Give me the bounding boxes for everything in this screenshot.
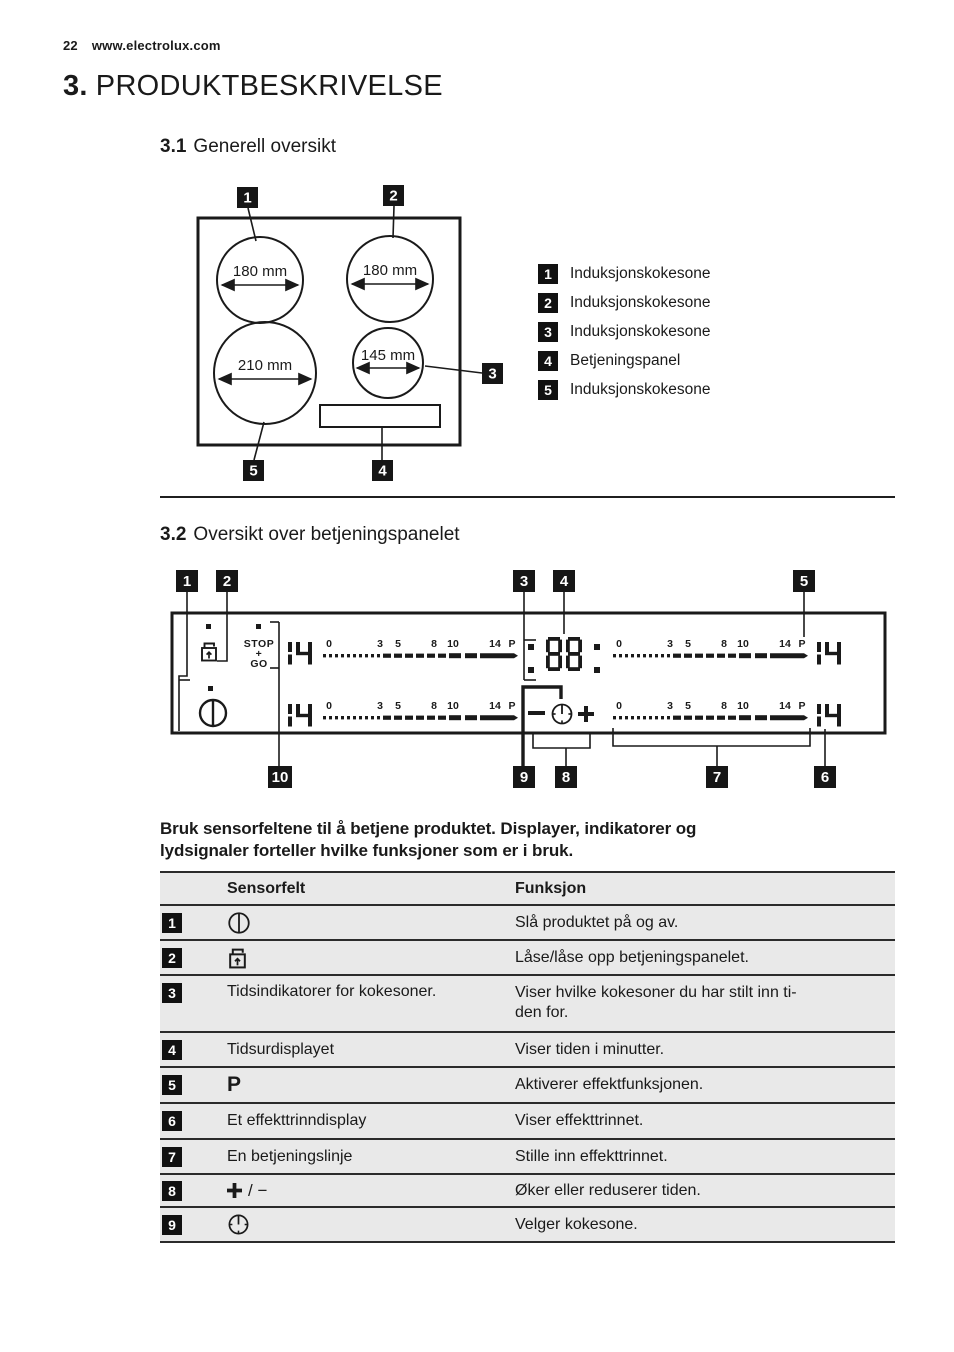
timer-clock-icon: [553, 705, 572, 724]
svg-text:3: 3: [488, 365, 497, 383]
site-url: www.electrolux.com: [91, 38, 221, 53]
row-sensor-4: Tidsurdisplayet: [227, 1040, 335, 1058]
timer-clock-icon: [227, 1213, 250, 1236]
table-row-3: [160, 974, 895, 1031]
callout-1: [176, 570, 198, 592]
svg-text:STOP: STOP: [243, 638, 275, 650]
row-badge-2: 2: [162, 948, 182, 968]
legend-badge-2: 2: [538, 293, 558, 313]
svg-text:1: 1: [182, 573, 192, 590]
row-func-5: Aktiverer effektfunksjonen.: [515, 1076, 704, 1093]
callout-1-leader: [248, 208, 256, 241]
zone1-size-label: 180 mm: [232, 263, 288, 280]
row-func-3: [515, 983, 895, 1023]
stop-go-indicator-dot: [256, 624, 261, 629]
legend-badge-5: 5: [538, 380, 558, 400]
cooking-zone-2: [347, 236, 433, 322]
row-badge-7: 7: [162, 1147, 182, 1167]
table-row-4: [160, 1031, 895, 1066]
lock-icon: [202, 644, 216, 661]
section-3-1-number: 3.1: [160, 136, 187, 157]
table-row-7: [160, 1138, 895, 1173]
callout-2: [216, 570, 238, 592]
timer-display: [546, 637, 582, 671]
section-3-2-heading: [160, 524, 460, 546]
row-badge-5: 5: [162, 1075, 182, 1095]
chapter-number: 3.: [63, 70, 88, 102]
svg-text:1: 1: [243, 189, 252, 207]
svg-text:10: 10: [271, 769, 289, 786]
table-row-1: [160, 904, 895, 939]
lock-icon: [227, 946, 248, 969]
control-panel-figure: [160, 560, 900, 800]
callout-3: [513, 570, 535, 592]
row-badge-1: 1: [162, 913, 182, 933]
svg-text:3: 3: [519, 573, 529, 590]
power-level-display-zone3: [817, 704, 841, 727]
table-row-9: [160, 1206, 895, 1241]
legend-item-5: [538, 380, 710, 400]
callout-5-leader: [254, 422, 264, 460]
legend-item-4: [538, 351, 710, 371]
minus-icon: [528, 711, 545, 715]
callout-1: [237, 187, 258, 208]
section-divider: [160, 496, 895, 498]
legend-label-5: Induksjonskokesone: [570, 381, 711, 398]
hob-outline: [198, 218, 460, 445]
row-badge-9: 9: [162, 1215, 182, 1235]
callout-4: [553, 570, 575, 592]
callout-5: [243, 460, 264, 481]
section-3-1-text: Generell oversikt: [193, 136, 336, 157]
callout-9: [513, 766, 535, 788]
sensor-intro-line1: Bruk sensorfeltene til å betjene produktet. Displayer, indikatorer og: [160, 819, 697, 838]
callout-3: [482, 363, 503, 384]
chapter-text: PRODUKTBESKRIVELSE: [95, 70, 443, 102]
row-badge-3: 3: [162, 983, 182, 1003]
table-row-8: [160, 1173, 895, 1206]
svg-text:5: 5: [799, 573, 809, 590]
hob-overview-figure: [160, 175, 520, 495]
legend-badge-3: 3: [538, 322, 558, 342]
callout-3-leader: [425, 366, 482, 373]
timer-zone-indicator-dot: [594, 667, 600, 673]
lock-indicator-dot: [206, 624, 211, 629]
row-func-3-line2: den for.: [515, 1004, 569, 1021]
page-header: [63, 38, 221, 53]
legend-item-2: [538, 293, 710, 313]
row-badge-4: 4: [162, 1040, 182, 1060]
power-level-display-zone5: [288, 704, 312, 727]
col-header-sensorfelt: Sensorfelt: [227, 879, 306, 897]
timer-zone-indicator-dot: [528, 667, 534, 673]
legend-label-3: Induksjonskokesone: [570, 323, 711, 340]
svg-text:5: 5: [249, 462, 258, 480]
callout-6: [814, 766, 836, 788]
callout-4: [372, 460, 393, 481]
row-func-6: Viser effekttrinnet.: [515, 1112, 644, 1129]
legend-item-1: [538, 264, 710, 284]
power-indicator-dot: [208, 686, 213, 691]
slash-minus-label: / −: [248, 1180, 268, 1200]
row-func-3-line1: Viser hvilke kokesoner du har stilt inn ti-: [515, 984, 797, 1001]
svg-text:+: +: [255, 648, 263, 660]
table-row-2: [160, 939, 895, 974]
table-row-5: [160, 1066, 895, 1102]
callout-2-leader: [217, 592, 227, 661]
timer-zone-indicator-dot: [594, 644, 600, 650]
svg-text:2: 2: [222, 573, 232, 590]
callout-8: [555, 766, 577, 788]
cooking-zone-1: [217, 237, 303, 323]
timer-zone-indicator-dot: [528, 644, 534, 650]
svg-text:4: 4: [559, 573, 569, 590]
power-function-symbol: P: [227, 1073, 243, 1096]
row-badge-8: 8: [162, 1181, 182, 1201]
power-level-display-zone2: [817, 642, 841, 665]
row-func-7: Stille inn effekttrinnet.: [515, 1147, 668, 1165]
zone-legend: [538, 264, 710, 409]
power-icon: [200, 700, 226, 726]
row-sensor-3: Tidsindikatorer for kokesoner.: [227, 983, 437, 1000]
row-func-2: Låse/låse opp betjeningspanelet.: [515, 948, 749, 966]
sensor-intro-line2: lydsignaler forteller hvilke funksjoner som er i bruk.: [160, 840, 574, 860]
zone3-size-label: 145 mm: [360, 347, 416, 364]
section-3-2-text: Oversikt over betjeningspanelet: [193, 524, 460, 545]
legend-label-2: Induksjonskokesone: [570, 294, 711, 311]
callout-10: [268, 766, 292, 788]
svg-text:6: 6: [820, 769, 830, 786]
section-3-1-heading: [160, 136, 336, 158]
row-sensor-6: Et effekttrinndisplay: [227, 1112, 367, 1129]
svg-text:7: 7: [712, 769, 722, 786]
row-badge-6: 6: [162, 1111, 182, 1131]
sensor-intro-text: [160, 818, 696, 861]
zone2-size-label: 180 mm: [362, 262, 418, 279]
callout-2-leader: [393, 206, 394, 238]
row-func-1: Slå produktet på og av.: [515, 913, 679, 931]
svg-text:8: 8: [561, 769, 571, 786]
stop-go-label: [244, 638, 274, 670]
control-bar-zone1: [323, 638, 518, 658]
plus-icon: [227, 1183, 242, 1198]
col-header-funksjon: Funksjon: [515, 879, 587, 897]
plus-icon: [578, 706, 594, 722]
callout-2: [383, 185, 404, 206]
svg-text:GO: GO: [250, 658, 268, 670]
legend-label-4: Betjeningspanel: [570, 352, 681, 369]
callout-5: [793, 570, 815, 592]
callout-7: [706, 766, 728, 788]
control-panel-strip: [320, 405, 440, 427]
callout-9-leader: [523, 687, 561, 766]
table-header-row: [160, 871, 895, 904]
table-row-6: [160, 1102, 895, 1138]
row-func-4: Viser tiden i minutter.: [515, 1040, 665, 1058]
callout-7-leader-bracket: [613, 728, 810, 746]
row-func-9: Velger kokesone.: [515, 1215, 638, 1233]
row-func-8: Øker eller reduserer tiden.: [515, 1181, 701, 1199]
svg-text:9: 9: [519, 769, 529, 786]
control-bar-zone2: [613, 638, 808, 658]
sensor-field-table: [160, 871, 895, 1243]
chapter-title: [63, 70, 443, 103]
row-sensor-7: En betjeningslinje: [227, 1147, 353, 1165]
svg-text:4: 4: [378, 462, 387, 480]
control-bar-zone5: [323, 700, 518, 720]
svg-text:2: 2: [389, 187, 398, 205]
control-bar-zone3: [613, 700, 808, 720]
section-3-2-number: 3.2: [160, 524, 187, 545]
legend-item-3: [538, 322, 710, 342]
power-icon: [227, 911, 251, 935]
page-number: 22: [63, 38, 78, 53]
legend-badge-1: 1: [538, 264, 558, 284]
legend-badge-4: 4: [538, 351, 558, 371]
legend-label-1: Induksjonskokesone: [570, 265, 711, 282]
zone5-size-label: 210 mm: [237, 357, 293, 374]
power-level-display-zone1: [288, 642, 312, 665]
